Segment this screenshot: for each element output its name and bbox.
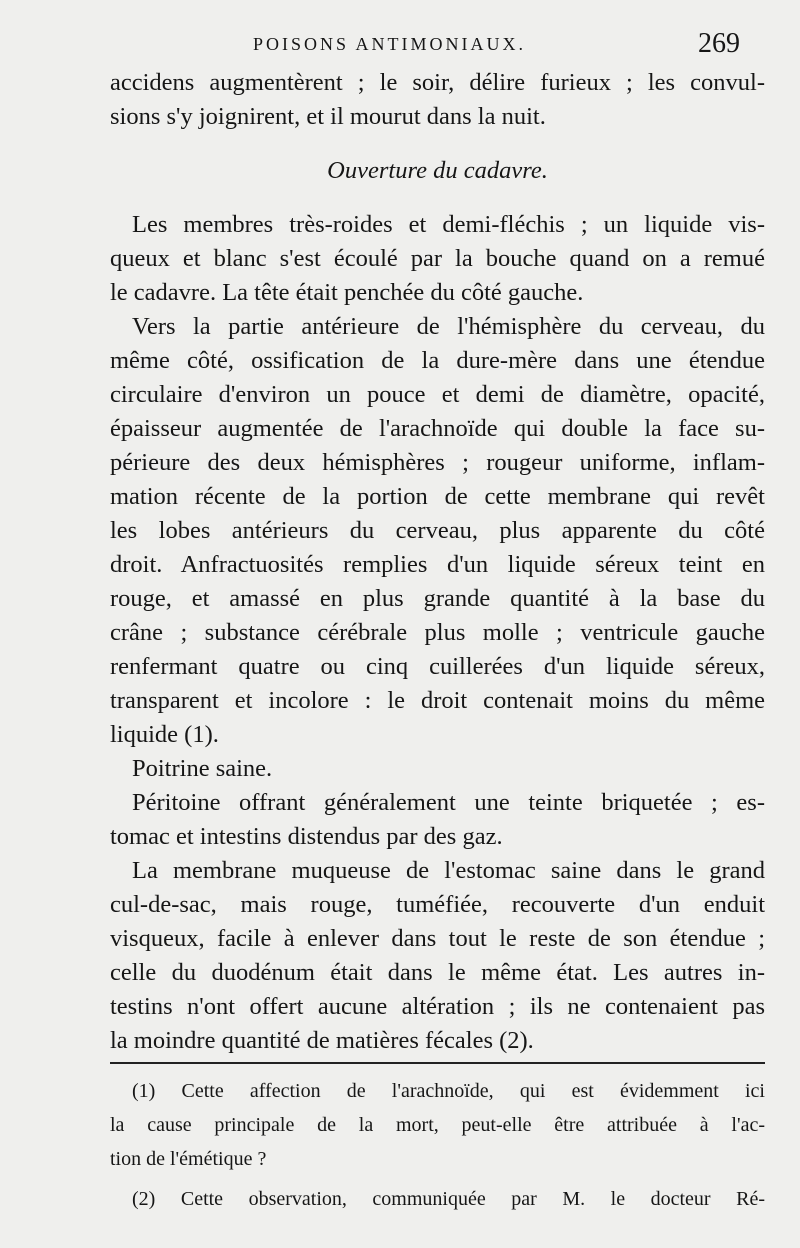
text-line: accidens augmentèrent ; le soir, délire furieux ; les convul- (110, 69, 765, 96)
text-line: Vers la partie antérieure de l'hémisphère du cerveau, du (132, 313, 765, 340)
text-line: la moindre quantité de matières fécales (2). (110, 1027, 534, 1054)
text-line: mation récente de la portion de cette membrane qui revêt (110, 483, 765, 510)
footnote-line: (2) Cette observation, communiquée par M. le docteur Ré- (132, 1188, 765, 1210)
text-line: le cadavre. La tête était penchée du côté gauche. (110, 279, 584, 306)
text-line: testins n'ont offert aucune altération ; ils ne contenaient pas (110, 993, 765, 1020)
text-line: La membrane muqueuse de l'estomac saine dans le grand (132, 857, 765, 884)
text-line: tomac et intestins distendus par des gaz. (110, 823, 503, 850)
text-line: transparent et incolore : le droit contenait moins du même (110, 687, 765, 714)
text-line: liquide (1). (110, 721, 219, 748)
text-line: queux et blanc s'est écoulé par la bouche quand on a remué (110, 245, 765, 272)
footnote-rule (110, 1062, 765, 1064)
text-line: crâne ; substance cérébrale plus molle ; ventricule gauche (110, 619, 765, 646)
text-line: renfermant quatre ou cinq cuillerées d'un liquide séreux, (110, 653, 765, 680)
text-line: droit. Anfractuosités remplies d'un liquide séreux teint en (110, 551, 765, 578)
text-line: cul-de-sac, mais rouge, tuméfiée, recouverte d'un enduit (110, 891, 765, 918)
footnote-line: tion de l'émétique ? (110, 1148, 267, 1170)
footnote-line: (1) Cette affection de l'arachnoïde, qui est évidemment ici (132, 1080, 765, 1102)
text-line: épaisseur augmentée de l'arachnoïde qui double la face su- (110, 415, 765, 442)
paragraph-6 (110, 854, 765, 1058)
page-header (0, 28, 800, 66)
footnote-line: la cause principale de la mort, peut-elle être attribuée à l'ac- (110, 1114, 765, 1136)
paragraph-2 (110, 208, 765, 310)
main-text (110, 66, 765, 1058)
running-title: POISONS ANTIMONIAUX. (253, 34, 527, 54)
text-line: circulaire d'environ un pouce et demi de diamètre, opacité, (110, 381, 765, 408)
text-line: périeure des deux hémisphères ; rougeur uniforme, inflam- (110, 449, 765, 476)
text-line: Péritoine offrant généralement une teinte briquetée ; es- (132, 789, 765, 816)
text-line: les lobes antérieurs du cerveau, plus apparente du côté (110, 517, 765, 544)
section-title: Ouverture du cadavre. (327, 157, 548, 184)
paragraph-5 (110, 786, 765, 854)
text-line: même côté, ossification de la dure-mère dans une étendue (110, 347, 765, 374)
paragraph-1 (110, 66, 765, 134)
text-line: visqueux, facile à enlever dans tout le reste de son étendue ; (110, 925, 765, 952)
footnotes (110, 1062, 765, 1216)
page-number: 269 (698, 28, 740, 59)
text-line: sions s'y joignirent, et il mourut dans la nuit. (110, 103, 546, 130)
footnote-2 (110, 1182, 765, 1216)
paragraph-4 (110, 752, 765, 786)
text-line: Poitrine saine. (132, 755, 273, 782)
text-line: celle du duodénum était dans le même état. Les autres in- (110, 959, 765, 986)
text-line: rouge, et amassé en plus grande quantité à la base du (110, 585, 765, 612)
footnote-1 (110, 1074, 765, 1176)
text-line: Les membres très-roides et demi-fléchis ; un liquide vis- (132, 211, 765, 238)
paragraph-3 (110, 310, 765, 752)
